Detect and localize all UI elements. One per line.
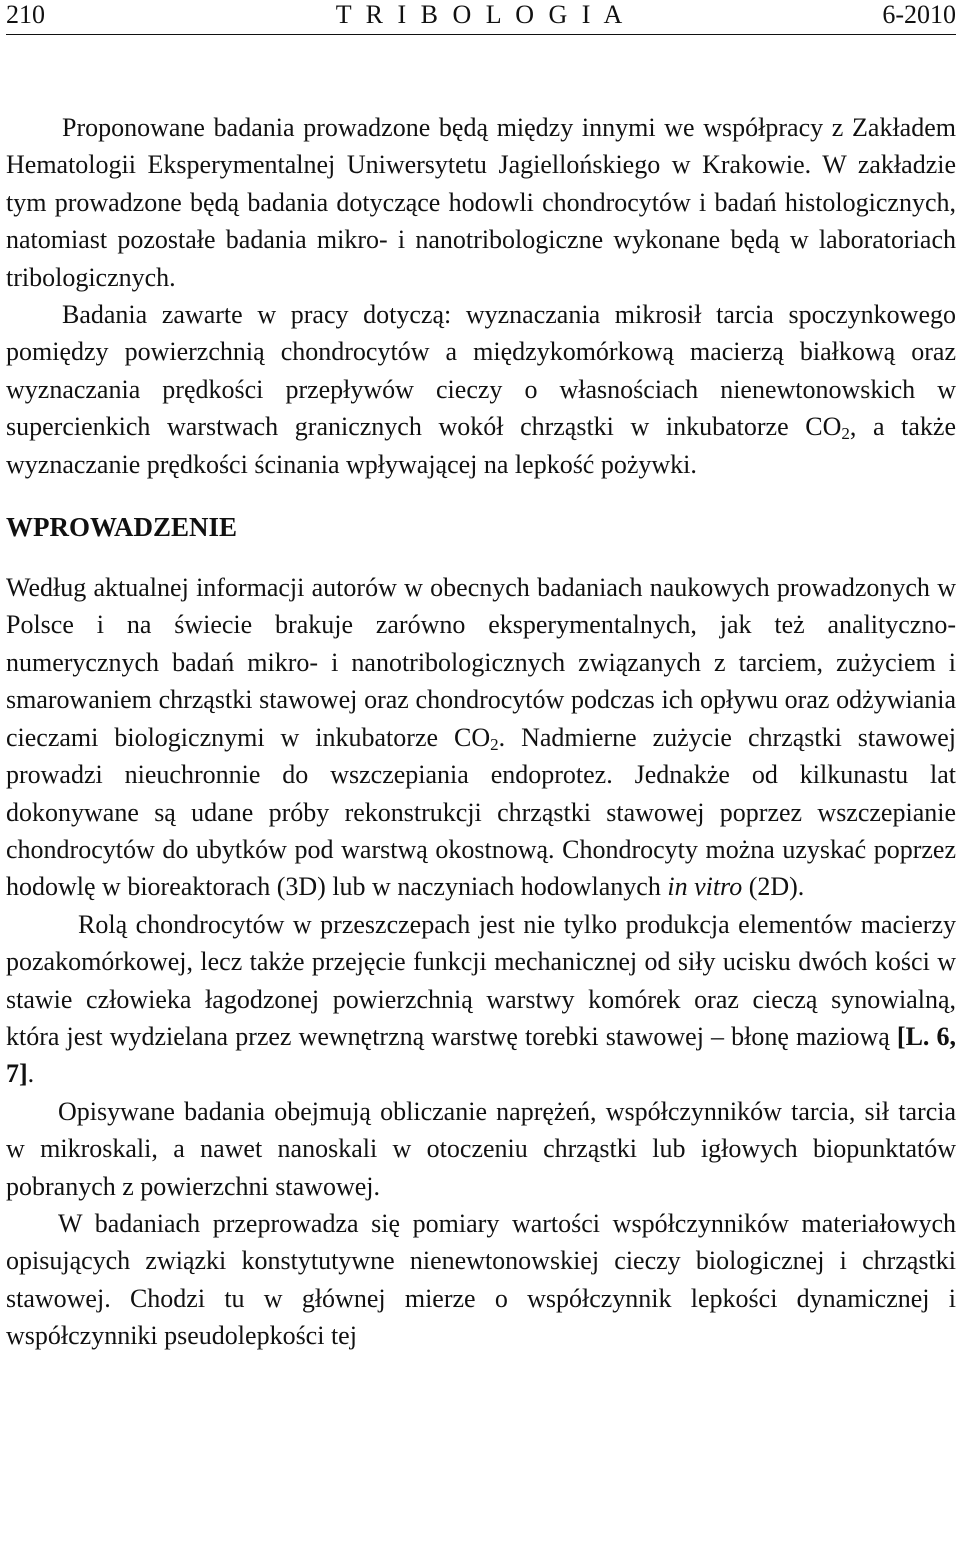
paragraph-described-research: Opisywane badania obejmują obliczanie naprężeń, współczynników tarcia, sił tarcia w mikroskali, a nawet nanoskali w otoczeniu chrząstki lub igłowych biopunktatów pobranych z powierzchni stawowej. — [6, 1096, 956, 1201]
journal-title: T R I B O L O G I A — [335, 0, 627, 29]
page-number: 210 — [6, 0, 45, 29]
text-run: Rolą chondrocytów w przeszczepach jest nie tylko produkcja elementów macierzy pozakomórkowej, lecz także przejęcie funkcji mechanicznej od siły ucisku dwóch kości w stawie człowieka łagodzonej powierzchnią warstwy komórek oraz cieczą synowialną, która jest wydzielana przez wewnętrzną warstwę torebki stawowej – błonę maziową — [6, 909, 956, 1051]
paragraph-introduction — [6, 569, 956, 906]
paragraph-chondrocyte-role — [6, 906, 956, 1093]
paragraph-research-scope — [6, 296, 956, 483]
body-text — [6, 109, 956, 1355]
subscript: 2 — [490, 734, 499, 754]
issue-number: 6-2010 — [882, 0, 956, 29]
running-header — [6, 0, 956, 35]
citation: [L. 6, 7] — [6, 1021, 956, 1089]
subscript: 2 — [841, 424, 850, 444]
paragraph-collaboration: Proponowane badania prowadzone będą między innymi we współpracy z Zakładem Hematologii Eksperymentalnej Uniwersytetu Jagiellońskiego w Krakowie. W zakładzie tym prowadzone będą badania dotyczące hodowli chondrocytów i badań histologicznych, natomiast pozostałe badania mikro- i nanotribologiczne wykonane będą w laboratoriach tribologicznych. — [6, 113, 956, 292]
text-run: Badania zawarte w pracy dotyczą: wyznaczania mikrosił tarcia spoczynkowego pomiędzy powierzchnią chondrocytów a międzykomórkową macierzą białkową oraz wyznaczania prędkości przepływów cieczy o własnościach nienewtonowskich w supercienkich warstwach granicznych wokół chrząstki w inkubatorze CO — [6, 300, 956, 442]
text-run: . Nadmierne zużycie chrząstki stawowej prowadzi nieuchronnie do wszczepiania endoprotez. Jednakże od kilkunastu lat dokonywane są udane próby rekonstrukcji chrząstki stawowej poprzez wszczepianie chondrocytów do ubytków pod warstwą okostnową. Chondrocyty można uzyskać poprzez hodowlę w bioreaktorach (3D) lub w naczyniach hodowlanych — [6, 722, 956, 902]
text-run: , a także wyznaczanie prędkości ścinania wpływającej na lepkość pożywki. — [6, 412, 957, 479]
text-run: . — [27, 1059, 35, 1089]
paragraph-measurements: W badaniach przeprowadza się pomiary wartości współczynników materiałowych opisujących związki konstytutywne nienewtonowskiej cieczy biologicznej i chrząstki stawowej. Chodzi tu w głównej mierze o współczynnik lepkości dynamicznej i współczynniki pseudolepkości tej — [6, 1208, 956, 1351]
section-heading: WPROWADZENIE — [6, 512, 238, 543]
italic-term: in vitro — [667, 872, 743, 902]
text-run: Według aktualnej informacji autorów w obecnych badaniach naukowych prowadzonych w Polsce i na świecie brakuje zarówno eksperymentalnych, jak też analityczno-numerycznych badań mikro- i nanotribologicznych związanych z tarciem, zużyciem i smarowaniem chrząstki stawowej oraz chondrocytów podczas ich opływu oraz odżywiania cieczami biologicznymi w inkubatorze CO — [6, 573, 956, 752]
text-run: (2D). — [742, 872, 805, 902]
